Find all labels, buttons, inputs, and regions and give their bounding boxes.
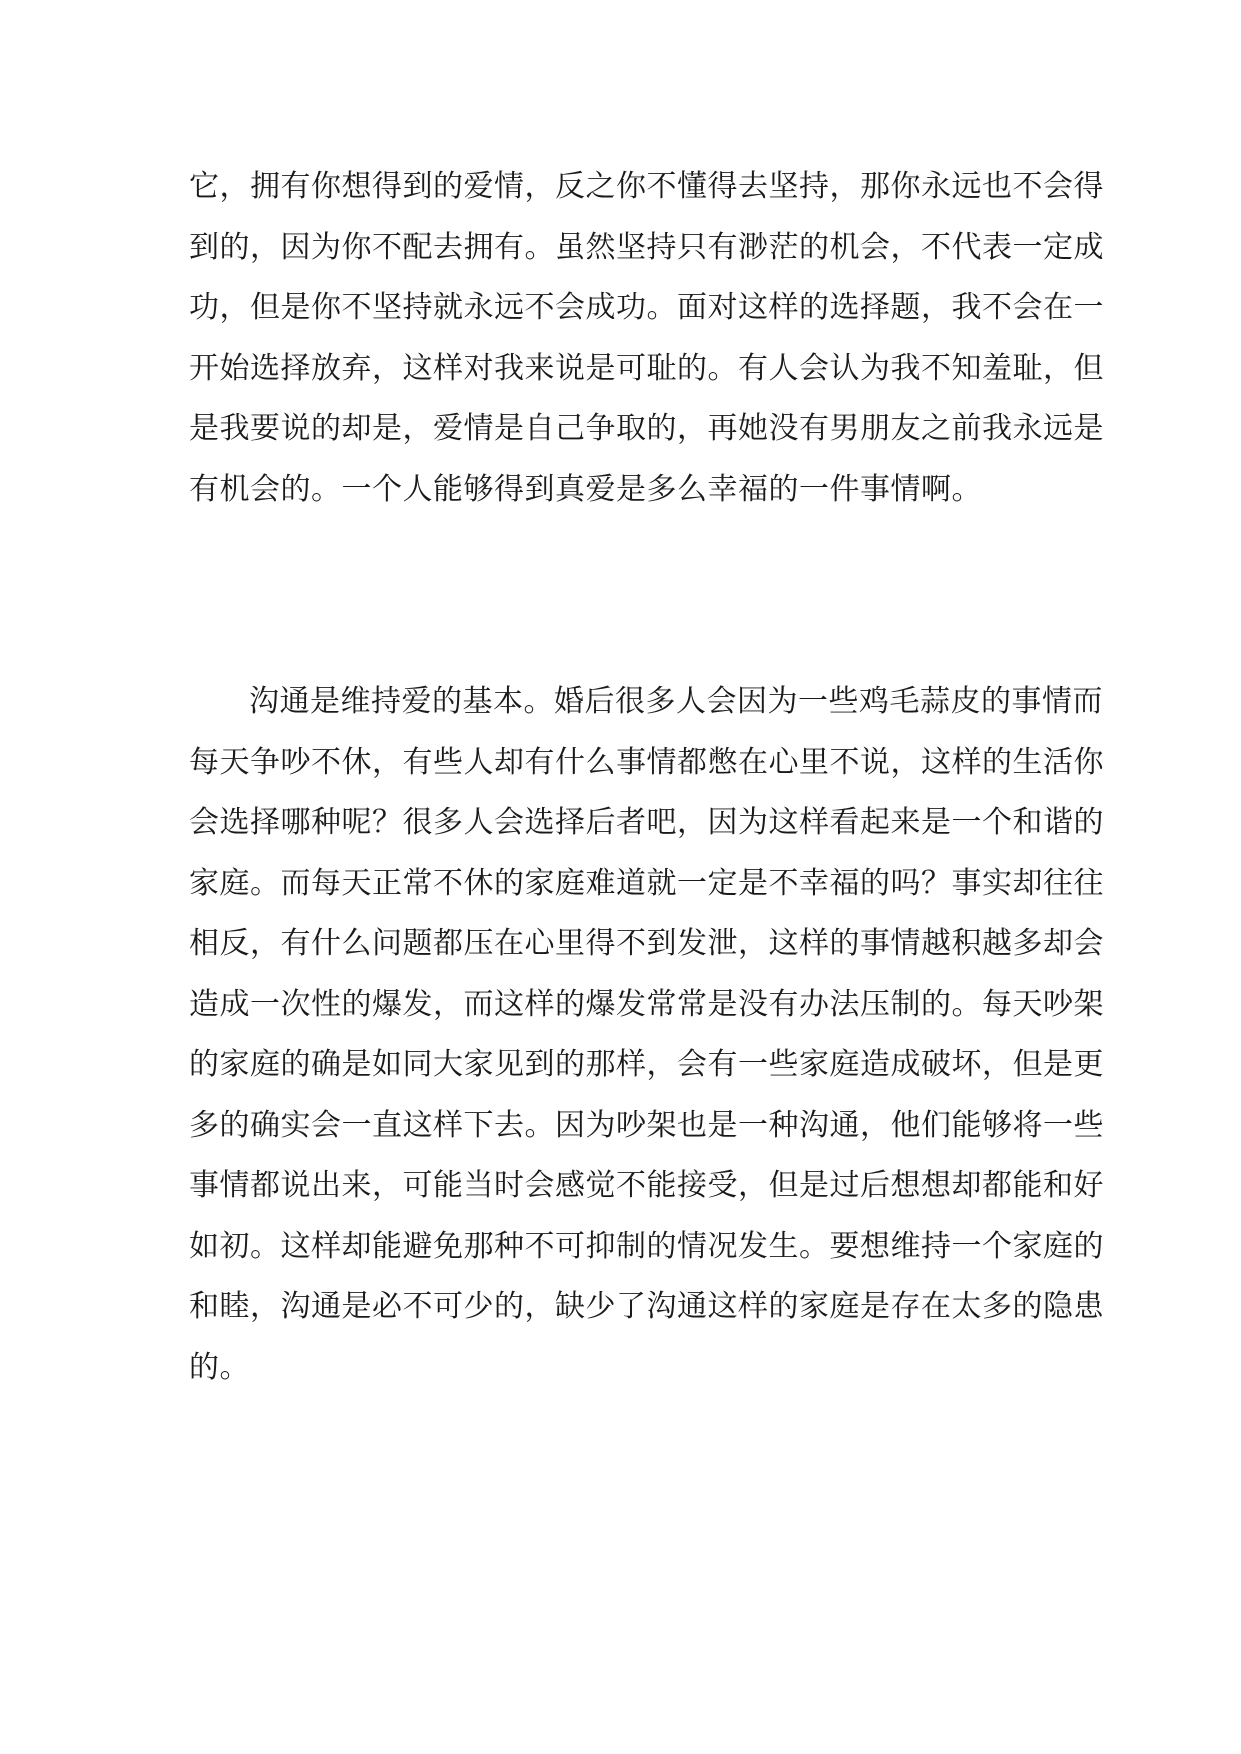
paragraph-line: 和睦，沟通是必不可少的，缺少了沟通这样的家庭是存在太多的隐患: [189, 1289, 1104, 1324]
paragraph-line: 相反，有什么问题都压在心里得不到发泄，这样的事情越积越多却会: [189, 926, 1104, 961]
paragraph-line: 会选择哪种呢？很多人会选择后者吧，因为这样看起来是一个和谐的: [189, 805, 1104, 840]
paragraph-line: 的。: [189, 1349, 250, 1385]
paragraph-line: 家庭。而每天正常不休的家庭难道就一定是不幸福的吗？事实却往往: [189, 865, 1104, 901]
paragraph-1: [189, 157, 1104, 520]
paragraph-line: 每天争吵不休，有些人却有什么事情都憋在心里不说，这样的生活你: [189, 744, 1104, 780]
paragraph-line: 造成一次性的爆发，而这样的爆发常常是没有办法压制的。每天吵架: [189, 986, 1104, 1022]
paragraph-line: 如初。这样却能避免那种不可抑制的情况发生。要想维持一个家庭的: [189, 1228, 1104, 1264]
paragraph-line: 多的确实会一直这样下去。因为吵架也是一种沟通，他们能够将一些: [189, 1107, 1104, 1143]
paragraph-line: 事情都说出来，可能当时会感觉不能接受，但是过后想想却都能和好: [189, 1168, 1104, 1203]
paragraph-line: 它，拥有你想得到的爱情，反之你不懂得去坚持，那你永远也不会得: [189, 169, 1104, 204]
paragraph-line: 的家庭的确是如同大家见到的那样，会有一些家庭造成破坏，但是更: [189, 1047, 1104, 1082]
paragraph-2: [189, 672, 1104, 1398]
paragraph-line: 是我要说的却是，爱情是自己争取的，再她没有男朋友之前我永远是: [189, 411, 1104, 446]
paragraph-line: 有机会的。一个人能够得到真爱是多么幸福的一件事情啊。: [189, 471, 982, 507]
paragraph-line: 开始选择放弃，这样对我来说是可耻的。有人会认为我不知羞耻，但: [189, 350, 1104, 386]
paragraph-line: 到的，因为你不配去拥有。虽然坚持只有渺茫的机会，不代表一定成: [189, 229, 1104, 265]
paragraph-line: 沟通是维持爱的基本。婚后很多人会因为一些鸡毛蒜皮的事情而: [249, 684, 1103, 719]
paragraph-line: 功，但是你不坚持就永远不会成功。面对这样的选择题，我不会在一: [189, 290, 1104, 325]
